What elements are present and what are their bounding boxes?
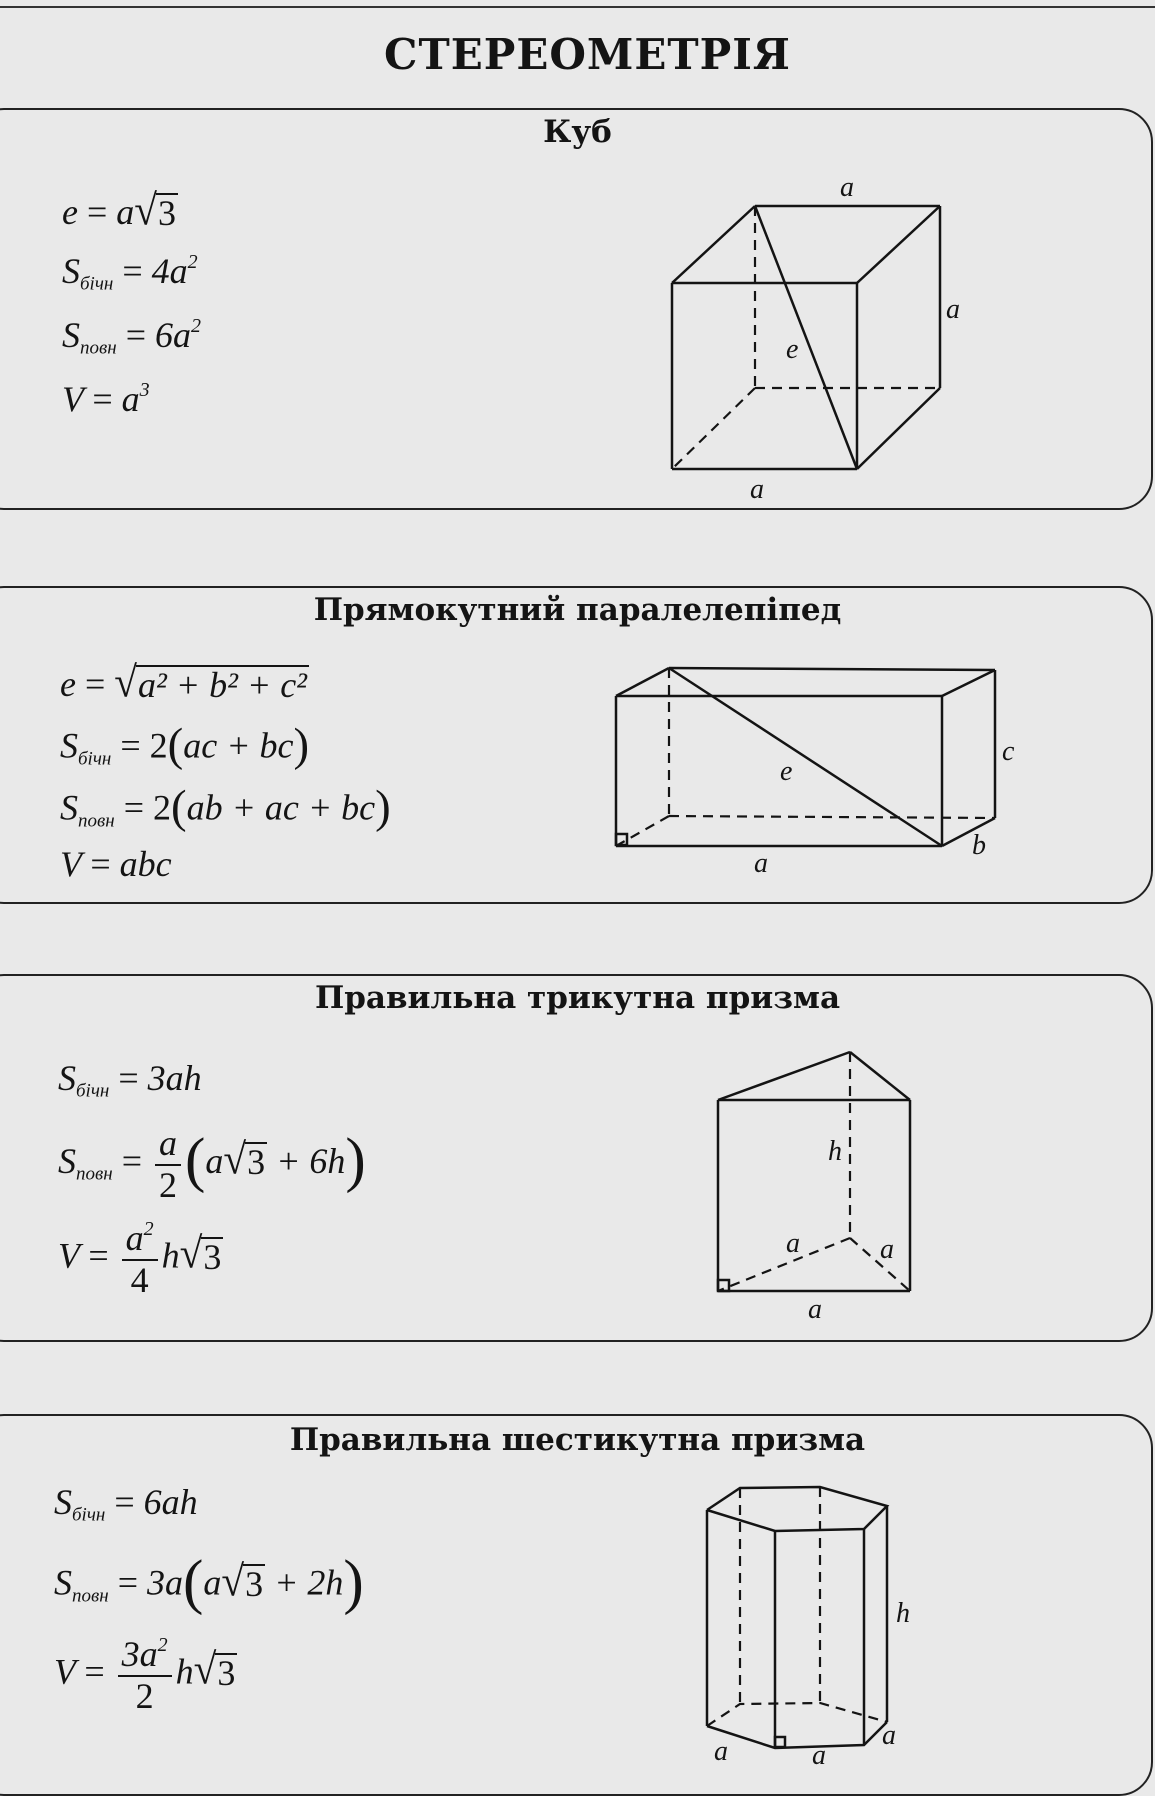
cube-label-top: a <box>840 172 854 203</box>
cuboid-title: Прямокутний паралелепіпед <box>313 592 842 628</box>
cuboid-label-b: b <box>972 830 986 861</box>
triangular-prism-title: Правильна трикутна призма <box>314 980 841 1016</box>
cuboid-label-a: a <box>754 848 768 879</box>
triangular-prism-label-a-right: a <box>880 1234 894 1265</box>
hexagonal-prism-label-a-left: a <box>714 1736 728 1767</box>
cube-label-bottom: a <box>750 474 764 505</box>
triangular-prism-volume-formula: V = $\frac{a^2}{4}$ h √ 3 <box>58 1218 222 1300</box>
cuboid-diagonal-formula: e = √ a² + b² + c² <box>60 657 307 707</box>
cube-title: Куб <box>543 114 612 150</box>
cube-lateral-area-formula: $S_{бічн} = 4a^2$ <box>62 251 198 295</box>
cuboid-total-area-formula: $S_{повн} = 2(ab$ + ac + bc) <box>60 781 391 833</box>
cuboid-label-c: c <box>1002 736 1015 767</box>
triangular-prism-total-area-formula: $S_{повн}$ = $\frac{a}{2}$ (a √ 3 + 6h) <box>58 1123 366 1205</box>
cuboid-volume-formula: V = abc <box>60 844 172 884</box>
hexagonal-prism-title: Правильна шестикутна призма <box>289 1422 866 1458</box>
page-title: СТЕРЕОМЕТРІЯ <box>384 30 791 79</box>
cube-total-area-formula: $S_{повн} = 6a^2$ <box>62 315 201 359</box>
hexagonal-prism-label-a-mid: a <box>812 1740 826 1771</box>
triangular-prism-label-a-bottom: a <box>808 1294 822 1325</box>
hexagonal-prism-lateral-area-formula: $S_{бічн} = 6ah$ <box>54 1482 198 1526</box>
triangular-prism-label-a-left: a <box>786 1228 800 1259</box>
hexagonal-prism-label-h: h <box>896 1598 910 1629</box>
cube-label-diag: e <box>786 334 799 365</box>
cube-label-side: a <box>946 294 960 325</box>
hexagonal-prism-volume-formula: V = $\frac{3a^2}{2}$ h √ 3 <box>54 1634 236 1716</box>
hexagonal-prism-label-a-right: a <box>882 1720 896 1751</box>
triangular-prism-lateral-area-formula: $S_{бічн} = 3ah$ <box>58 1058 202 1102</box>
cuboid-lateral-area-formula: $S_{бічн} = 2(ac + bc)$ <box>60 719 310 771</box>
hexagonal-prism-total-area-formula: $S_{повн} = 3a(a$ √ 3 + 2h) <box>54 1548 364 1616</box>
triangular-prism-label-h: h <box>828 1136 842 1167</box>
cuboid-label-diag: e <box>780 756 793 787</box>
cube-diagonal-formula: e = a √ 3 <box>62 185 177 235</box>
cube-volume-formula: $V = a^3$ <box>62 379 150 419</box>
